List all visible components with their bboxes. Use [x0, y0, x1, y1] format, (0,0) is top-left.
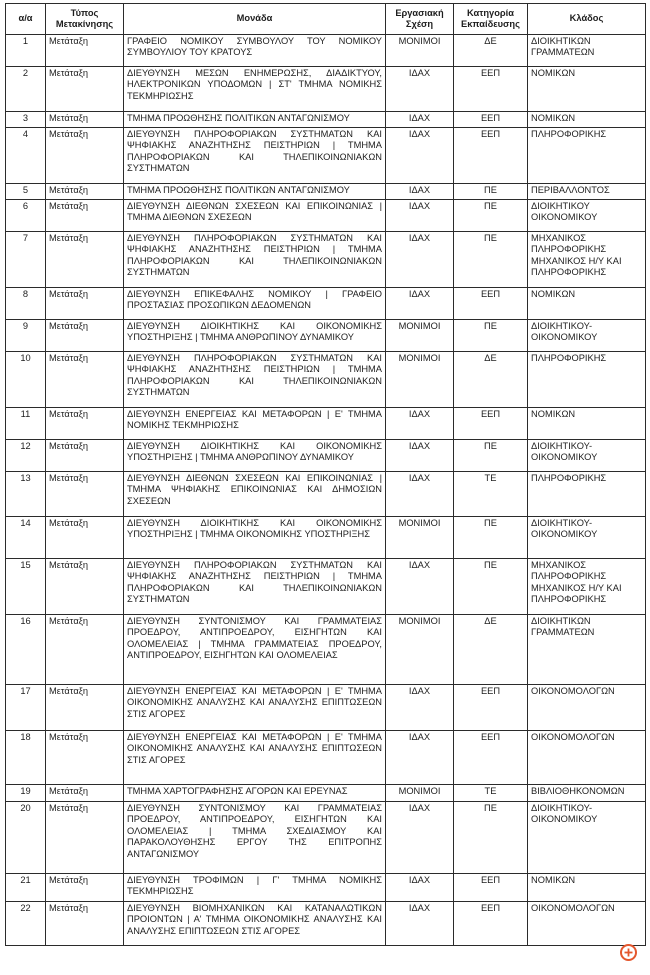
cell-type: Μετάταξη	[46, 184, 124, 200]
table-row	[6, 517, 646, 559]
cell-category: ΔΕ	[454, 615, 528, 685]
table-row	[6, 232, 646, 288]
header-relation: Εργασιακή Σχέση	[386, 4, 454, 35]
cell-num: 21	[6, 874, 46, 902]
cell-num: 15	[6, 559, 46, 615]
cell-relation: ΙΔΑΧ	[386, 440, 454, 472]
cell-category: ΠΕ	[454, 184, 528, 200]
cell-type: Μετάταξη	[46, 288, 124, 320]
cell-branch: ΝΟΜΙΚΩΝ	[528, 112, 646, 128]
cell-branch: ΝΟΜΙΚΩΝ	[528, 408, 646, 440]
table-row	[6, 320, 646, 352]
cell-num: 11	[6, 408, 46, 440]
table-header-row	[6, 4, 646, 35]
cell-category: ΠΕ	[454, 559, 528, 615]
cell-unit: ΔΙΕΥΘΥΝΣΗ ΠΛΗΡΟΦΟΡΙΑΚΩΝ ΣΥΣΤΗΜΑΤΩΝ ΚΑΙ ΨΗΦΙΑΚΗΣ ΑΝΑΖΗΤΗΣΗΣ ΠΕΙΣΤΗΡΙΩΝ | ΤΜΗΜΑ ΠΛΗΡΟΦΟΡΙΑΚΩΝ ΚΑΙ ΤΗΛΕΠΙΚΟΙΝΩΝΙΑΚΩΝ ΣΥΣΤΗΜΑΤΩΝ	[124, 559, 386, 615]
cell-unit: ΔΙΕΥΘΥΝΣΗ ΤΡΟΦΙΜΩΝ | Γ' ΤΜΗΜΑ ΝΟΜΙΚΗΣ ΤΕΚΜΗΡΙΩΣΗΣ	[124, 874, 386, 902]
cell-num: 12	[6, 440, 46, 472]
cell-relation: ΙΔΑΧ	[386, 472, 454, 517]
cell-type: Μετάταξη	[46, 440, 124, 472]
header-num: α/α	[6, 4, 46, 35]
table-row	[6, 559, 646, 615]
cell-branch: ΝΟΜΙΚΩΝ	[528, 288, 646, 320]
cell-unit: ΔΙΕΥΘΥΝΣΗ ΕΝΕΡΓΕΙΑΣ ΚΑΙ ΜΕΤΑΦΟΡΩΝ | Ε' ΤΜΗΜΑ ΝΟΜΙΚΗΣ ΤΕΚΜΗΡΙΩΣΗΣ	[124, 408, 386, 440]
cell-unit: ΔΙΕΥΘΥΝΣΗ ΔΙΟΙΚΗΤΙΚΗΣ ΚΑΙ ΟΙΚΟΝΟΜΙΚΗΣ ΥΠΟΣΤΗΡΙΞΗΣ | ΤΜΗΜΑ ΟΙΚΟΝΟΜΙΚΗΣ ΥΠΟΣΤΗΡΙΞΗΣ	[124, 517, 386, 559]
cell-num: 17	[6, 685, 46, 731]
cell-branch: ΔΙΟΙΚΗΤΙΚΩΝ ΓΡΑΜΜΑΤΕΩΝ	[528, 35, 646, 67]
cell-relation: ΜΟΝΙΜΟΙ	[386, 517, 454, 559]
cell-num: 10	[6, 352, 46, 408]
cell-branch: ΔΙΟΙΚΗΤΙΚΟΥ- ΟΙΚΟΝΟΜΙΚΟΥ	[528, 320, 646, 352]
cell-relation: ΜΟΝΙΜΟΙ	[386, 352, 454, 408]
cell-category: ΕΕΠ	[454, 67, 528, 112]
cell-unit: ΔΙΕΥΘΥΝΣΗ ΕΝΕΡΓΕΙΑΣ ΚΑΙ ΜΕΤΑΦΟΡΩΝ | Ε' ΤΜΗΜΑ ΟΙΚΟΝΟΜΙΚΗΣ ΑΝΑΛΥΣΗΣ ΚΑΙ ΑΝΑΛΥΣΗΣ ΕΠΙΠΤΩΣΕΩΝ ΣΤΙΣ ΑΓΟΡΕΣ	[124, 685, 386, 731]
cell-type: Μετάταξη	[46, 559, 124, 615]
table-row	[6, 685, 646, 731]
cell-category: ΕΕΠ	[454, 685, 528, 731]
header-unit: Μονάδα	[124, 4, 386, 35]
cell-relation: ΙΔΑΧ	[386, 288, 454, 320]
cell-num: 6	[6, 200, 46, 232]
cell-num: 5	[6, 184, 46, 200]
cell-relation: ΙΔΑΧ	[386, 408, 454, 440]
cell-type: Μετάταξη	[46, 200, 124, 232]
cell-type: Μετάταξη	[46, 785, 124, 802]
cell-relation: ΙΔΑΧ	[386, 685, 454, 731]
table-row	[6, 440, 646, 472]
cell-branch: ΜΗΧΑΝΙΚΟΣ ΠΛΗΡΟΦΟΡΙΚΗΣ ΜΗΧΑΝΙΚΟΣ Η/Υ ΚΑΙ ΠΛΗΡΟΦΟΡΙΚΗΣ	[528, 559, 646, 615]
cell-branch: ΠΛΗΡΟΦΟΡΙΚΗΣ	[528, 352, 646, 408]
cell-num: 20	[6, 802, 46, 874]
cell-num: 7	[6, 232, 46, 288]
table-row	[6, 352, 646, 408]
cell-num: 9	[6, 320, 46, 352]
cell-relation: ΙΔΑΧ	[386, 874, 454, 902]
table-row	[6, 288, 646, 320]
cell-category: ΤΕ	[454, 785, 528, 802]
cell-relation: ΜΟΝΙΜΟΙ	[386, 320, 454, 352]
cell-category: ΠΕ	[454, 802, 528, 874]
cell-branch: ΠΛΗΡΟΦΟΡΙΚΗΣ	[528, 472, 646, 517]
cell-branch: ΔΙΟΙΚΗΤΙΚΟΥ- ΟΙΚΟΝΟΜΙΚΟΥ	[528, 440, 646, 472]
cell-unit: ΔΙΕΥΘΥΝΣΗ ΕΠΙΚΕΦΑΛΗΣ ΝΟΜΙΚΟΥ | ΓΡΑΦΕΙΟ ΠΡΟΣΤΑΣΙΑΣ ΠΡΟΣΩΠΙΚΩΝ ΔΕΔΟΜΕΝΩΝ	[124, 288, 386, 320]
cell-relation: ΜΟΝΙΜΟΙ	[386, 35, 454, 67]
cell-category: ΤΕ	[454, 472, 528, 517]
cell-type: Μετάταξη	[46, 408, 124, 440]
cell-type: Μετάταξη	[46, 112, 124, 128]
table-row	[6, 802, 646, 874]
cell-unit: ΔΙΕΥΘΥΝΣΗ ΠΛΗΡΟΦΟΡΙΑΚΩΝ ΣΥΣΤΗΜΑΤΩΝ ΚΑΙ ΨΗΦΙΑΚΗΣ ΑΝΑΖΗΤΗΣΗΣ ΠΕΙΣΤΗΡΙΩΝ | ΤΜΗΜΑ ΠΛΗΡΟΦΟΡΙΑΚΩΝ ΚΑΙ ΤΗΛΕΠΙΚΟΙΝΩΝΙΑΚΩΝ ΣΥΣΤΗΜΑΤΩΝ	[124, 128, 386, 184]
cell-category: ΕΕΠ	[454, 112, 528, 128]
table-body	[6, 35, 646, 946]
table-row	[6, 200, 646, 232]
table-row	[6, 184, 646, 200]
plus-glyph-icon	[624, 948, 633, 957]
cell-branch: ΟΙΚΟΝΟΜΟΛΟΓΩΝ	[528, 902, 646, 946]
table-row	[6, 67, 646, 112]
cell-relation: ΙΔΑΧ	[386, 67, 454, 112]
cell-unit: ΔΙΕΥΘΥΝΣΗ ΣΥΝΤΟΝΙΣΜΟΥ ΚΑΙ ΓΡΑΜΜΑΤΕΙΑΣ ΠΡΟΕΔΡΟΥ, ΑΝΤΙΠΡΟΕΔΡΟΥ, ΕΙΣΗΓΗΤΩΝ ΚΑΙ ΟΛΟΜΕΛΕΙΑΣ | ΤΜΗΜΑ ΣΧΕΔΙΑΣΜΟΥ ΚΑΙ ΠΑΡΑΚΟΛΟΥΘΗΣΗΣ ΕΡΓΟΥ ΤΗΣ ΕΠΙΤΡΟΠΗΣ ΑΝΤΑΓΩΝΙΣΜΟΥ	[124, 802, 386, 874]
cell-unit: ΔΙΕΥΘΥΝΣΗ ΕΝΕΡΓΕΙΑΣ ΚΑΙ ΜΕΤΑΦΟΡΩΝ | Ε' ΤΜΗΜΑ ΟΙΚΟΝΟΜΙΚΗΣ ΑΝΑΛΥΣΗΣ ΚΑΙ ΑΝΑΛΥΣΗΣ ΕΠΙΠΤΩΣΕΩΝ ΣΤΙΣ ΑΓΟΡΕΣ	[124, 731, 386, 785]
cell-num: 1	[6, 35, 46, 67]
cell-num: 8	[6, 288, 46, 320]
table-row	[6, 785, 646, 802]
cell-category: ΕΕΠ	[454, 128, 528, 184]
cell-num: 3	[6, 112, 46, 128]
table-row	[6, 35, 646, 67]
cell-unit: ΔΙΕΥΘΥΝΣΗ ΠΛΗΡΟΦΟΡΙΑΚΩΝ ΣΥΣΤΗΜΑΤΩΝ ΚΑΙ ΨΗΦΙΑΚΗΣ ΑΝΑΖΗΤΗΣΗΣ ΠΕΙΣΤΗΡΙΩΝ | ΤΜΗΜΑ ΠΛΗΡΟΦΟΡΙΑΚΩΝ ΚΑΙ ΤΗΛΕΠΙΚΟΙΝΩΝΙΑΚΩΝ ΣΥΣΤΗΜΑΤΩΝ	[124, 352, 386, 408]
table-row	[6, 128, 646, 184]
cell-branch: ΔΙΟΙΚΗΤΙΚΩΝ ΓΡΑΜΜΑΤΕΩΝ	[528, 615, 646, 685]
cell-branch: ΝΟΜΙΚΩΝ	[528, 67, 646, 112]
cell-num: 16	[6, 615, 46, 685]
table-row	[6, 902, 646, 946]
cell-unit: ΔΙΕΥΘΥΝΣΗ ΒΙΟΜΗΧΑΝΙΚΩΝ ΚΑΙ ΚΑΤΑΝΑΛΩΤΙΚΩΝ ΠΡΟΙΟΝΤΩΝ | Α' ΤΜΗΜΑ ΟΙΚΟΝΟΜΙΚΗΣ ΑΝΑΛΥΣΗΣ ΚΑΙ ΑΝΑΛΥΣΗΣ ΕΠΙΠΤΩΣΕΩΝ ΣΤΙΣ ΑΓΟΡΕΣ	[124, 902, 386, 946]
cell-num: 4	[6, 128, 46, 184]
plus-circle-icon[interactable]	[620, 944, 637, 961]
header-branch: Κλάδος	[528, 4, 646, 35]
cell-type: Μετάταξη	[46, 615, 124, 685]
cell-relation: ΙΔΑΧ	[386, 731, 454, 785]
cell-branch: ΟΙΚΟΝΟΜΟΛΟΓΩΝ	[528, 731, 646, 785]
cell-relation: ΙΔΑΧ	[386, 559, 454, 615]
cell-type: Μετάταξη	[46, 232, 124, 288]
cell-unit: ΔΙΕΥΘΥΝΣΗ ΔΙΕΘΝΩΝ ΣΧΕΣΕΩΝ ΚΑΙ ΕΠΙΚΟΙΝΩΝΙΑΣ | ΤΜΗΜΑ ΔΙΕΘΝΩΝ ΣΧΕΣΕΩΝ	[124, 200, 386, 232]
cell-category: ΠΕ	[454, 320, 528, 352]
cell-branch: ΒΙΒΛΙΟΘΗΚΟΝΟΜΩΝ	[528, 785, 646, 802]
cell-type: Μετάταξη	[46, 35, 124, 67]
cell-type: Μετάταξη	[46, 802, 124, 874]
cell-unit: ΔΙΕΥΘΥΝΣΗ ΔΙΟΙΚΗΤΙΚΗΣ ΚΑΙ ΟΙΚΟΝΟΜΙΚΗΣ ΥΠΟΣΤΗΡΙΞΗΣ | ΤΜΗΜΑ ΑΝΘΡΩΠΙΝΟΥ ΔΥΝΑΜΙΚΟΥ	[124, 440, 386, 472]
transfers-table	[5, 3, 646, 946]
cell-category: ΕΕΠ	[454, 902, 528, 946]
cell-type: Μετάταξη	[46, 128, 124, 184]
table-row	[6, 112, 646, 128]
cell-relation: ΙΔΑΧ	[386, 112, 454, 128]
cell-category: ΠΕ	[454, 232, 528, 288]
cell-relation: ΙΔΑΧ	[386, 200, 454, 232]
table-row	[6, 615, 646, 685]
cell-branch: ΝΟΜΙΚΩΝ	[528, 874, 646, 902]
cell-type: Μετάταξη	[46, 67, 124, 112]
cell-relation: ΙΔΑΧ	[386, 232, 454, 288]
cell-unit: ΓΡΑΦΕΙΟ ΝΟΜΙΚΟΥ ΣΥΜΒΟΥΛΟΥ ΤΟΥ ΝΟΜΙΚΟΥ ΣΥΜΒΟΥΛΙΟΥ ΤΟΥ ΚΡΑΤΟΥΣ	[124, 35, 386, 67]
cell-unit: ΔΙΕΥΘΥΝΣΗ ΣΥΝΤΟΝΙΣΜΟΥ ΚΑΙ ΓΡΑΜΜΑΤΕΙΑΣ ΠΡΟΕΔΡΟΥ, ΑΝΤΙΠΡΟΕΔΡΟΥ, ΕΙΣΗΓΗΤΩΝ ΚΑΙ ΟΛΟΜΕΛΕΙΑΣ | ΤΜΗΜΑ ΓΡΑΜΜΑΤΕΙΑΣ ΠΡΟΕΔΡΟΥ, ΑΝΤΙΠΡΟΕΔΡΟΥ, ΕΙΣΗΓΗΤΩΝ ΚΑΙ ΟΛΟΜΕΛΕΙΑΣ	[124, 615, 386, 685]
header-category: Κατηγορία Εκπαίδευσης	[454, 4, 528, 35]
cell-unit: ΔΙΕΥΘΥΝΣΗ ΜΕΣΩΝ ΕΝΗΜΕΡΩΣΗΣ, ΔΙΑΔΙΚΤΥΟΥ, ΗΛΕΚΤΡΟΝΙΚΩΝ ΥΠΟΔΟΜΩΝ | ΣΤ' ΤΜΗΜΑ ΝΟΜΙΚΗΣ ΤΕΚΜΗΡΙΩΣΗΣ	[124, 67, 386, 112]
cell-category: ΔΕ	[454, 352, 528, 408]
cell-category: ΔΕ	[454, 35, 528, 67]
cell-num: 14	[6, 517, 46, 559]
cell-category: ΕΕΠ	[454, 408, 528, 440]
cell-relation: ΙΔΑΧ	[386, 802, 454, 874]
header-type: Τύπος Μετακίνησης	[46, 4, 124, 35]
cell-branch: ΠΕΡΙΒΑΛΛΟΝΤΟΣ	[528, 184, 646, 200]
cell-category: ΕΕΠ	[454, 731, 528, 785]
cell-num: 19	[6, 785, 46, 802]
cell-type: Μετάταξη	[46, 517, 124, 559]
cell-unit: ΤΜΗΜΑ ΠΡΟΩΘΗΣΗΣ ΠΟΛΙΤΙΚΩΝ ΑΝΤΑΓΩΝΙΣΜΟΥ	[124, 184, 386, 200]
cell-branch: ΠΛΗΡΟΦΟΡΙΚΗΣ	[528, 128, 646, 184]
cell-num: 13	[6, 472, 46, 517]
cell-unit: ΤΜΗΜΑ ΧΑΡΤΟΓΡΑΦΗΣΗΣ ΑΓΟΡΩΝ ΚΑΙ ΕΡΕΥΝΑΣ	[124, 785, 386, 802]
cell-category: ΠΕ	[454, 517, 528, 559]
cell-category: ΕΕΠ	[454, 288, 528, 320]
table-row	[6, 874, 646, 902]
cell-type: Μετάταξη	[46, 731, 124, 785]
cell-relation: ΜΟΝΙΜΟΙ	[386, 785, 454, 802]
cell-type: Μετάταξη	[46, 874, 124, 902]
cell-num: 18	[6, 731, 46, 785]
cell-branch: ΔΙΟΙΚΗΤΙΚΟΥ- ΟΙΚΟΝΟΜΙΚΟΥ	[528, 802, 646, 874]
cell-category: ΠΕ	[454, 440, 528, 472]
table-row	[6, 731, 646, 785]
cell-branch: ΜΗΧΑΝΙΚΟΣ ΠΛΗΡΟΦΟΡΙΚΗΣ ΜΗΧΑΝΙΚΟΣ Η/Υ ΚΑΙ ΠΛΗΡΟΦΟΡΙΚΗΣ	[528, 232, 646, 288]
cell-unit: ΔΙΕΥΘΥΝΣΗ ΔΙΕΘΝΩΝ ΣΧΕΣΕΩΝ ΚΑΙ ΕΠΙΚΟΙΝΩΝΙΑΣ | ΤΜΗΜΑ ΨΗΦΙΑΚΗΣ ΕΠΙΚΟΙΝΩΝΙΑΣ ΚΑΙ ΔΗΜΟΣΙΩΝ ΣΧΕΣΕΩΝ	[124, 472, 386, 517]
cell-category: ΕΕΠ	[454, 874, 528, 902]
table-row	[6, 408, 646, 440]
cell-type: Μετάταξη	[46, 320, 124, 352]
cell-relation: ΙΔΑΧ	[386, 902, 454, 946]
cell-type: Μετάταξη	[46, 685, 124, 731]
cell-relation: ΜΟΝΙΜΟΙ	[386, 615, 454, 685]
cell-category: ΠΕ	[454, 200, 528, 232]
cell-unit: ΔΙΕΥΘΥΝΣΗ ΔΙΟΙΚΗΤΙΚΗΣ ΚΑΙ ΟΙΚΟΝΟΜΙΚΗΣ ΥΠΟΣΤΗΡΙΞΗΣ | ΤΜΗΜΑ ΑΝΘΡΩΠΙΝΟΥ ΔΥΝΑΜΙΚΟΥ	[124, 320, 386, 352]
cell-relation: ΙΔΑΧ	[386, 128, 454, 184]
cell-unit: ΔΙΕΥΘΥΝΣΗ ΠΛΗΡΟΦΟΡΙΑΚΩΝ ΣΥΣΤΗΜΑΤΩΝ ΚΑΙ ΨΗΦΙΑΚΗΣ ΑΝΑΖΗΤΗΣΗΣ ΠΕΙΣΤΗΡΙΩΝ | ΤΜΗΜΑ ΠΛΗΡΟΦΟΡΙΑΚΩΝ ΚΑΙ ΤΗΛΕΠΙΚΟΙΝΩΝΙΑΚΩΝ ΣΥΣΤΗΜΑΤΩΝ	[124, 232, 386, 288]
cell-type: Μετάταξη	[46, 352, 124, 408]
cell-type: Μετάταξη	[46, 472, 124, 517]
cell-branch: ΟΙΚΟΝΟΜΟΛΟΓΩΝ	[528, 685, 646, 731]
cell-branch: ΔΙΟΙΚΗΤΙΚΟΥ- ΟΙΚΟΝΟΜΙΚΟΥ	[528, 517, 646, 559]
cell-num: 22	[6, 902, 46, 946]
table-row	[6, 472, 646, 517]
cell-branch: ΔΙΟΙΚΗΤΙΚΟΥ ΟΙΚΟΝΟΜΙΚΟΥ	[528, 200, 646, 232]
cell-type: Μετάταξη	[46, 902, 124, 946]
cell-num: 2	[6, 67, 46, 112]
cell-unit: ΤΜΗΜΑ ΠΡΟΩΘΗΣΗΣ ΠΟΛΙΤΙΚΩΝ ΑΝΤΑΓΩΝΙΣΜΟΥ	[124, 112, 386, 128]
cell-relation: ΙΔΑΧ	[386, 184, 454, 200]
